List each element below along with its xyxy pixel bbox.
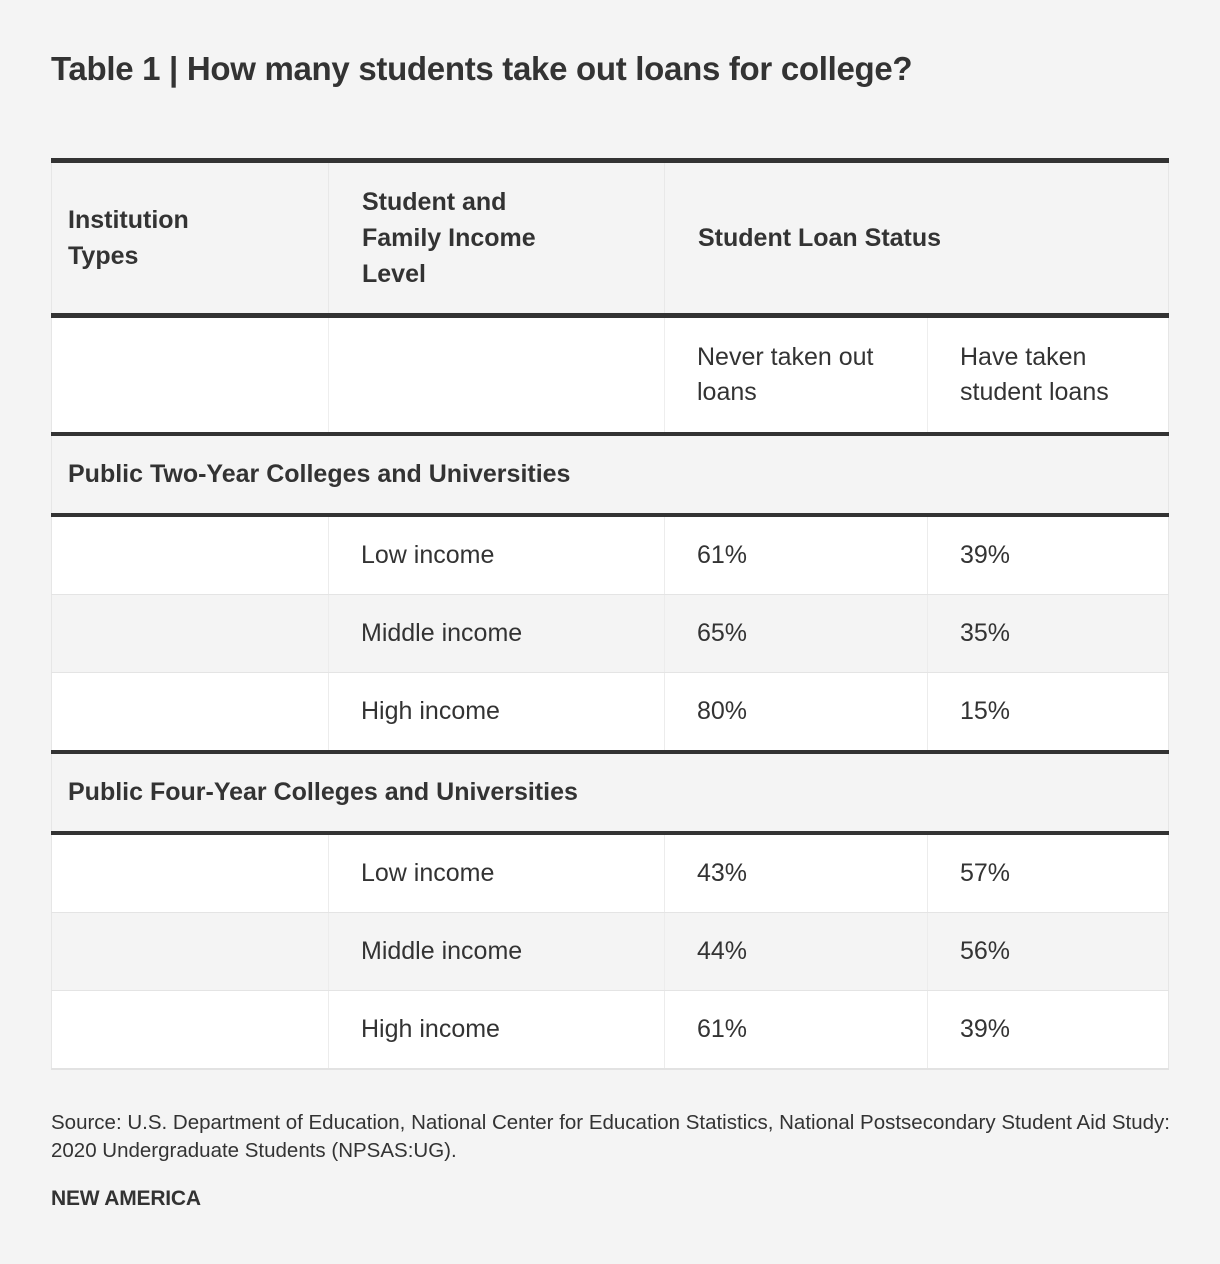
institution-cell — [52, 673, 329, 753]
section-header — [52, 434, 1169, 515]
subheader-have-taken: Have taken student loans — [928, 316, 1169, 435]
never-cell: 65% — [665, 595, 928, 673]
page-title: Table 1 | How many students take out loans for college? — [51, 50, 913, 87]
have-cell: 35% — [928, 595, 1169, 673]
institution-cell — [52, 991, 329, 1070]
have-cell: 15% — [928, 673, 1169, 753]
income-cell: Middle income — [329, 595, 665, 673]
institution-cell — [52, 913, 329, 991]
header-loan-status: Student Loan Status — [665, 161, 1169, 316]
header-institution-types: Institution Types — [52, 161, 329, 316]
header-income-level: Student and Family Income Level — [329, 161, 665, 316]
source-note: Source: U.S. Department of Education, National Center for Education Statistics, National Postsecondary Student Aid Study: 2020 Undergraduate Students (NPSAS:UG). — [51, 1111, 1170, 1162]
institution-cell — [52, 833, 329, 913]
income-cell: Low income — [329, 515, 665, 595]
section-title: Public Four-Year Colleges and Universities — [52, 752, 1169, 833]
table-row — [52, 913, 1169, 991]
subheader-row — [52, 316, 1169, 435]
table-row — [52, 673, 1169, 753]
have-cell: 57% — [928, 833, 1169, 913]
section-title: Public Two-Year Colleges and Universities — [52, 434, 1169, 515]
income-cell: High income — [329, 991, 665, 1070]
table-row — [52, 991, 1169, 1070]
have-cell: 39% — [928, 515, 1169, 595]
section-header — [52, 752, 1169, 833]
institution-cell — [52, 595, 329, 673]
table-row — [52, 515, 1169, 595]
have-cell: 56% — [928, 913, 1169, 991]
loan-status-table — [51, 158, 1169, 1070]
header-row — [52, 161, 1169, 316]
table-row — [52, 595, 1169, 673]
income-cell: Low income — [329, 833, 665, 913]
never-cell: 61% — [665, 991, 928, 1070]
subheader-never-taken: Never taken out loans — [665, 316, 928, 435]
subheader-empty — [52, 316, 329, 435]
table-row — [52, 833, 1169, 913]
never-cell: 80% — [665, 673, 928, 753]
never-cell: 61% — [665, 515, 928, 595]
income-cell: High income — [329, 673, 665, 753]
institution-cell — [52, 515, 329, 595]
income-cell: Middle income — [329, 913, 665, 991]
never-cell: 44% — [665, 913, 928, 991]
subheader-empty — [329, 316, 665, 435]
never-cell: 43% — [665, 833, 928, 913]
have-cell: 39% — [928, 991, 1169, 1070]
brand-logo-text: NEW AMERICA — [51, 1187, 201, 1210]
